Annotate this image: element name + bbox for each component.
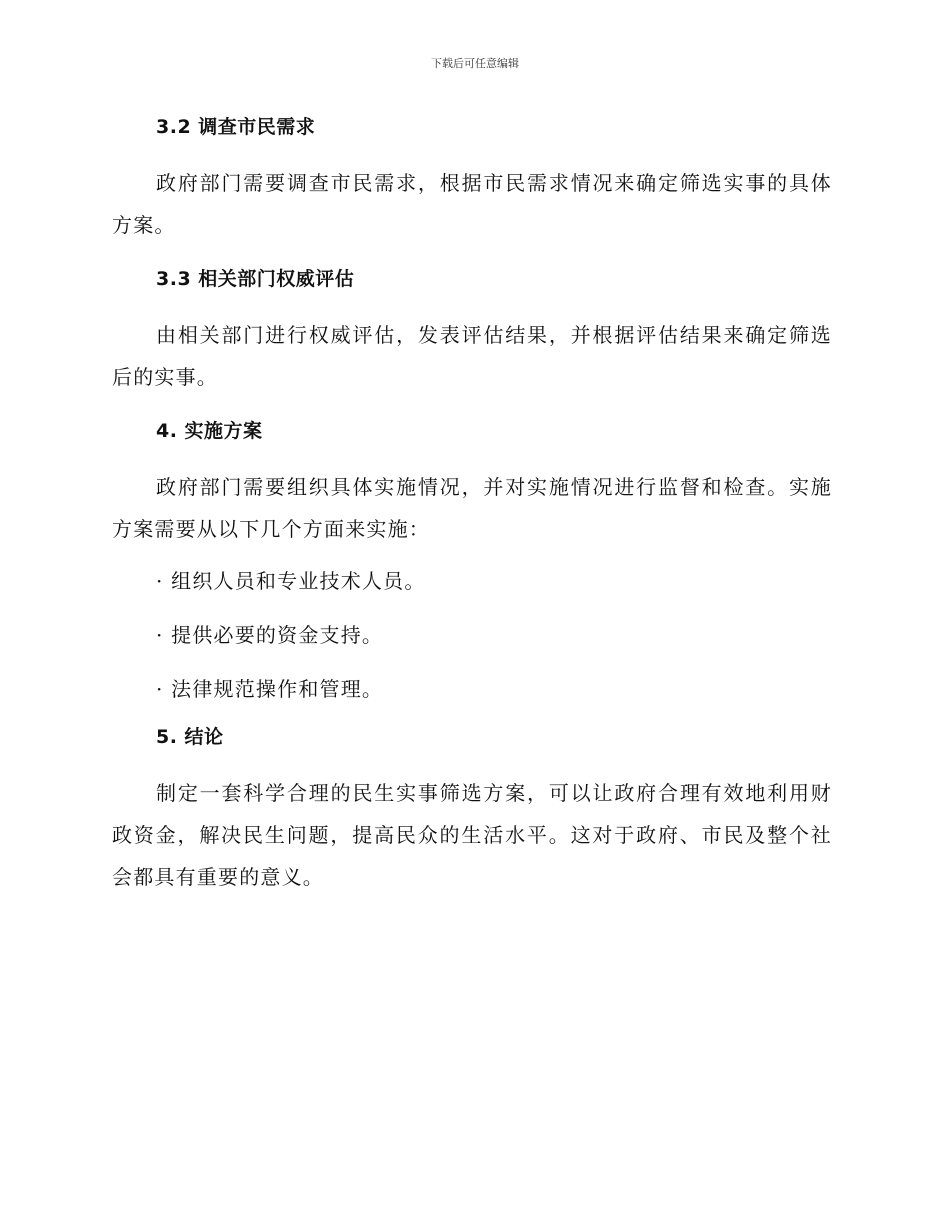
section-heading-5: 5. 结论 [156, 726, 224, 748]
section-paragraph-3-2: 政府部门需要调查市民需求，根据市民需求情况来确定筛选实事的具体方案。 [112, 171, 832, 237]
section-paragraph-3-3: 由相关部门进行权威评估，发表评估结果，并根据评估结果来确定筛选后的实事。 [112, 323, 832, 389]
bullet-item: · 法律规范操作和管理。 [156, 677, 384, 701]
document-body [112, 112, 832, 908]
section-paragraph-5: 制定一套科学合理的民生实事筛选方案，可以让政府合理有效地利用财政资金，解决民生问题，提高民众的生活水平。这对于政府、市民及整个社会都具有重要的意义。 [112, 781, 832, 889]
bullet-item: · 提供必要的资金支持。 [156, 623, 384, 647]
section-heading-4: 4. 实施方案 [156, 420, 263, 442]
page-header: 下载后可任意编辑 [431, 57, 519, 70]
section-paragraph-4: 政府部门需要组织具体实施情况，并对实施情况进行监督和检查。实施方案需要从以下几个方面来实施： [112, 475, 832, 541]
section-heading-3-3: 3.3 相关部门权威评估 [156, 268, 355, 290]
bullet-item: · 组织人员和专业技术人员。 [156, 569, 426, 593]
section-heading-3-2: 3.2 调查市民需求 [156, 116, 316, 138]
